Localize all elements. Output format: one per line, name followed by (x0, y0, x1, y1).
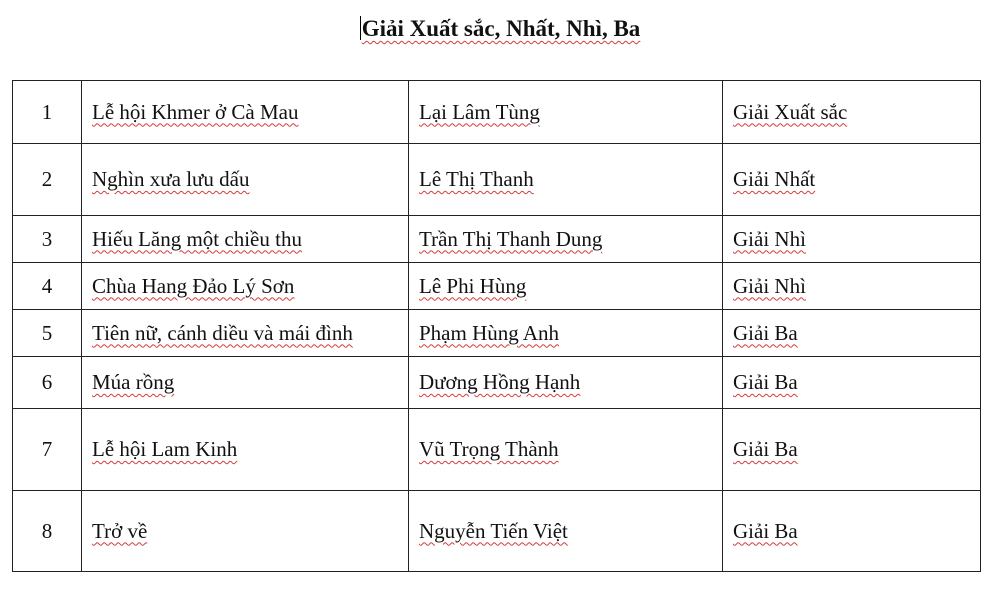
author-cell: Vũ Trọng Thành (409, 409, 723, 491)
row-number: 7 (13, 409, 82, 491)
work-title-cell: Hiếu Lăng một chiều thu (82, 216, 409, 263)
row-number: 2 (13, 144, 82, 216)
author-cell: Lê Thị Thanh (409, 144, 723, 216)
award-cell: Giải Nhất (723, 144, 981, 216)
work-title-cell: Múa rồng (82, 357, 409, 409)
table-row (13, 491, 981, 572)
row-number: 1 (13, 81, 82, 144)
table-row (13, 263, 981, 310)
row-number: 3 (13, 216, 82, 263)
table-row (13, 357, 981, 409)
award-cell: Giải Ba (723, 357, 981, 409)
award-cell: Giải Ba (723, 409, 981, 491)
document-title: Giải Xuất sắc, Nhất, Nhì, Ba (361, 16, 641, 41)
text-cursor (360, 16, 361, 40)
author-cell: Phạm Hùng Anh (409, 310, 723, 357)
award-cell: Giải Nhì (723, 263, 981, 310)
work-title-cell: Chùa Hang Đảo Lý Sơn (82, 263, 409, 310)
table-row (13, 409, 981, 491)
work-title-cell: Lễ hội Lam Kinh (82, 409, 409, 491)
row-number: 8 (13, 491, 82, 572)
author-cell: Nguyễn Tiến Việt (409, 491, 723, 572)
table-row (13, 216, 981, 263)
award-cell: Giải Nhì (723, 216, 981, 263)
author-cell: Trần Thị Thanh Dung (409, 216, 723, 263)
work-title-cell: Nghìn xưa lưu dấu (82, 144, 409, 216)
table-row (13, 310, 981, 357)
award-cell: Giải Ba (723, 491, 981, 572)
awards-table (12, 80, 981, 572)
table-row (13, 81, 981, 144)
work-title-cell: Tiên nữ, cánh diều và mái đình (82, 310, 409, 357)
author-cell: Lê Phi Hùng (409, 263, 723, 310)
work-title-cell: Trở về (82, 491, 409, 572)
author-cell: Lại Lâm Tùng (409, 81, 723, 144)
row-number: 4 (13, 263, 82, 310)
row-number: 6 (13, 357, 82, 409)
row-number: 5 (13, 310, 82, 357)
author-cell: Dương Hồng Hạnh (409, 357, 723, 409)
work-title-cell: Lễ hội Khmer ở Cà Mau (82, 81, 409, 144)
award-cell: Giải Ba (723, 310, 981, 357)
table-row (13, 144, 981, 216)
award-cell: Giải Xuất sắc (723, 81, 981, 144)
